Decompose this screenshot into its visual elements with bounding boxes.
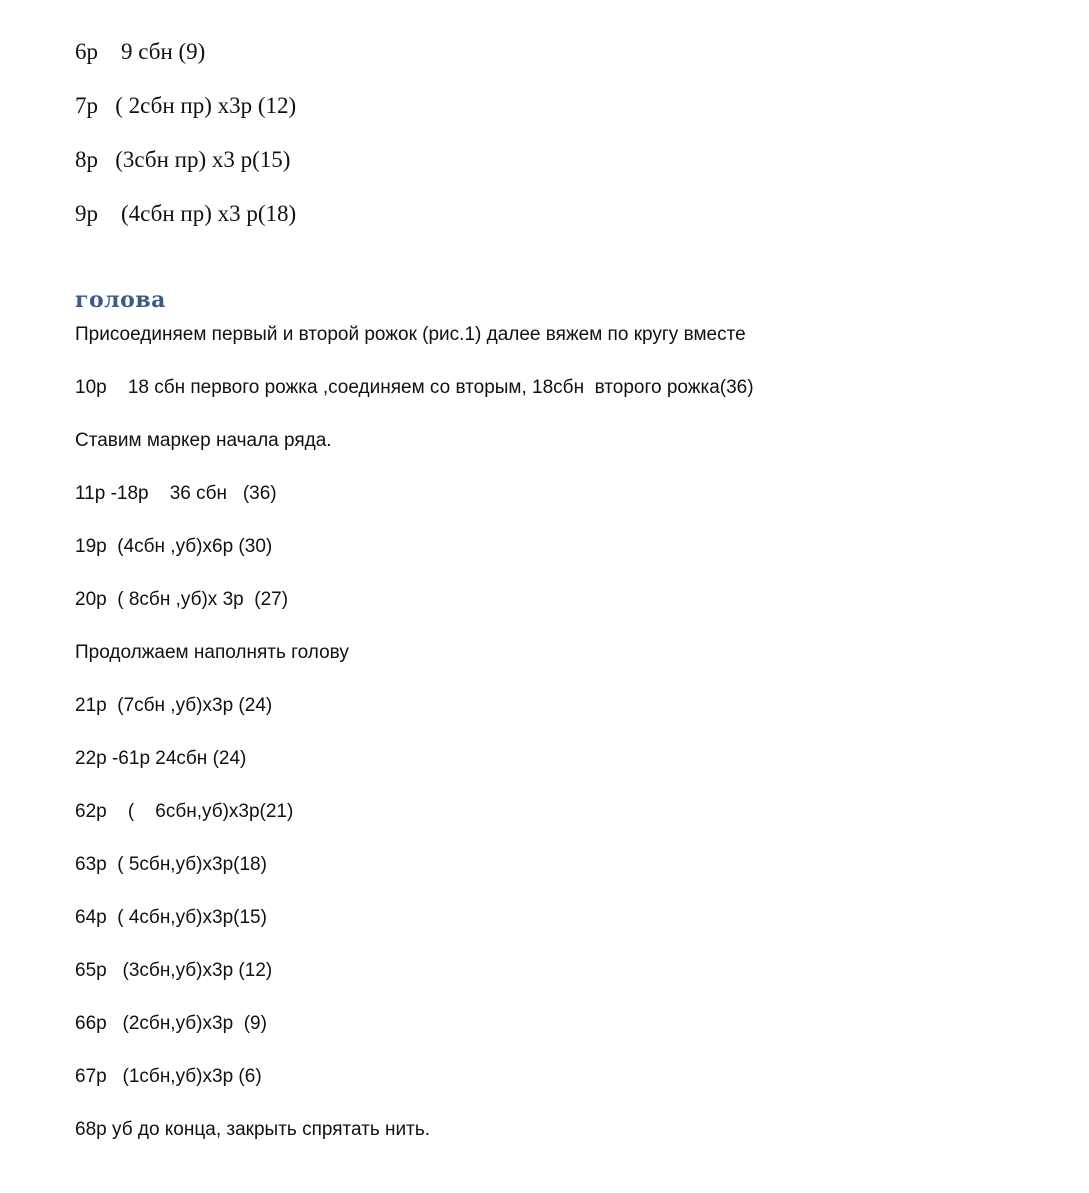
- text-line: 22р -61р 24сбн (24): [75, 748, 247, 769]
- text-line: Ставим маркер начала ряда.: [75, 430, 332, 451]
- text-line: 63р ( 5сбн,уб)х3р(18): [75, 854, 267, 875]
- text-line: 64р ( 4сбн,уб)х3р(15): [75, 907, 267, 928]
- text-line: 68р уб до конца, закрыть спрятать нить.: [75, 1119, 431, 1140]
- text-line: 21р (7сбн ,уб)х3р (24): [75, 695, 273, 716]
- text-line: 62р ( 6сбн,уб)х3р(21): [75, 801, 294, 822]
- section-heading: голова: [75, 287, 166, 313]
- text-line: Продолжаем наполнять голову: [75, 642, 349, 663]
- text-line: 20р ( 8сбн ,уб)х 3р (27): [75, 589, 289, 610]
- text-line: 10р 18 сбн первого рожка ,соединяем со вторым, 18сбн второго рожка(36): [75, 377, 754, 398]
- text-line: 19р (4сбн ,уб)х6р (30): [75, 536, 273, 557]
- row-line: 8р (3сбн пр) х3 р(15): [75, 147, 291, 172]
- text-line: 65р (3сбн,уб)х3р (12): [75, 960, 273, 981]
- row-line: 9р (4сбн пр) х3 р(18): [75, 201, 297, 226]
- row-line: 6р 9 сбн (9): [75, 39, 206, 64]
- row-line: 7р ( 2сбн пр) х3р (12): [75, 93, 297, 118]
- text-line: 67р (1сбн,уб)х3р (6): [75, 1066, 262, 1087]
- text-line: 11р -18р 36 сбн (36): [75, 483, 277, 504]
- text-line: Присоединяем первый и второй рожок (рис.1) далее вяжем по кругу вместе: [75, 324, 746, 345]
- text-line: 66р (2сбн,уб)х3р (9): [75, 1013, 267, 1034]
